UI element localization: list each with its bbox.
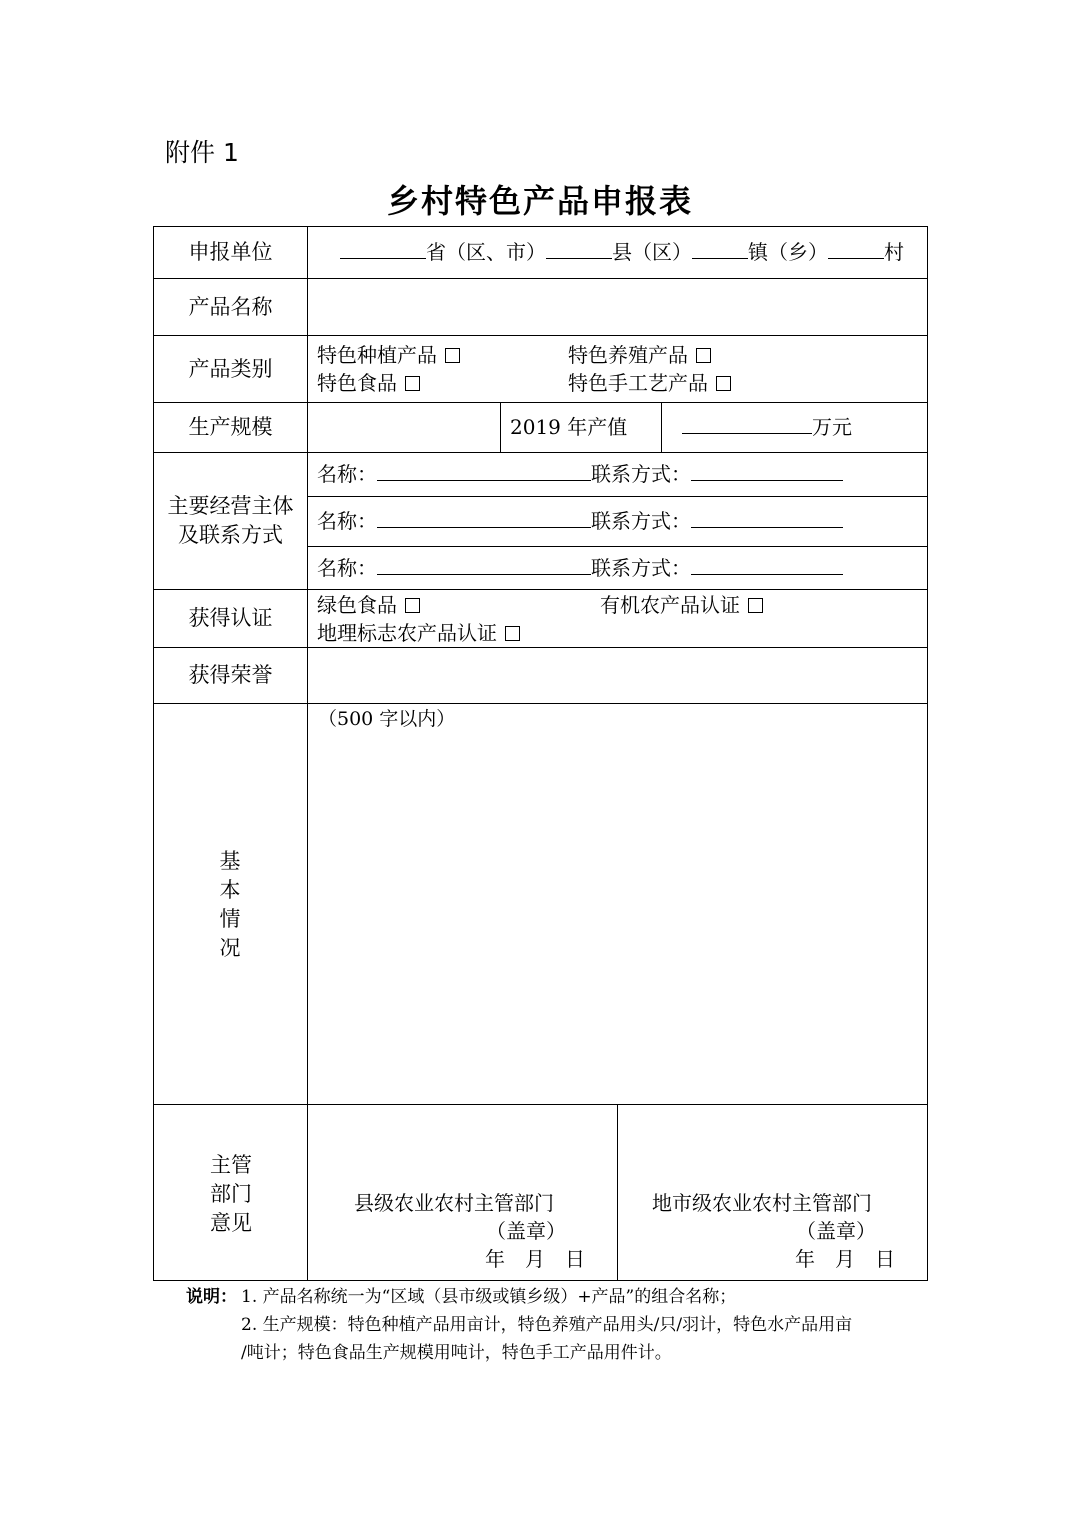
operator-contact-blank[interactable] (691, 460, 843, 481)
operator-name-blank[interactable] (377, 507, 591, 528)
operator-name-blank[interactable] (377, 460, 591, 481)
checkbox[interactable] (716, 376, 731, 391)
product-name-field[interactable] (308, 279, 927, 335)
note-item-2: 2. 生产规模：特色种植产品用亩计，特色养殖产品用头/只/羽计，特色水产品用亩 (241, 1315, 853, 1335)
county-blank[interactable] (546, 238, 612, 259)
note-item-1: 1. 产品名称统一为“区域（县市级或镇乡级）+产品”的组合名称； (241, 1287, 737, 1307)
operator-row-3: 名称： 联系方式： (317, 554, 843, 582)
city-dept-label: 地市级农业农村主管部门 (652, 1191, 872, 1215)
category-label: 产品类别 (188, 356, 273, 381)
category-option-planting[interactable]: 特色种植产品 (317, 341, 460, 369)
scale-field[interactable] (308, 403, 500, 452)
certification-label: 获得认证 (188, 606, 273, 630)
operators-label: 主要经营主体 及联系方式 (167, 494, 294, 547)
checkbox[interactable] (748, 598, 763, 613)
village-label: 村 (884, 240, 904, 264)
checkbox[interactable] (405, 376, 420, 391)
town-label: 镇（乡） (748, 240, 828, 264)
authority-label: 主管 部门 意见 (210, 1153, 252, 1235)
city-seal-label: （盖章） (796, 1219, 876, 1243)
cert-option-green-food[interactable]: 绿色食品 (317, 591, 420, 619)
basic-info-hint: （500 字以内） (318, 708, 456, 730)
checkbox[interactable] (405, 598, 420, 613)
output-value-field (682, 413, 852, 441)
form-title: 乡村特色产品申报表 (386, 182, 693, 220)
city-date-label: 年 月 日 (795, 1247, 895, 1271)
checkbox[interactable] (505, 626, 520, 641)
county-date-label: 年 月 日 (485, 1247, 585, 1271)
category-option-handicraft[interactable]: 特色手工艺产品 (568, 369, 731, 397)
category-option-food[interactable]: 特色食品 (317, 369, 420, 397)
operator-row-1: 名称： 联系方式： (317, 460, 843, 488)
unit-address-fields (340, 238, 904, 266)
basic-info-label: 基 本 情 况 (219, 849, 241, 960)
checkbox[interactable] (696, 348, 711, 363)
county-dept-label: 县级农业农村主管部门 (354, 1191, 554, 1215)
cert-option-geo-indication[interactable]: 地理标志农产品认证 (317, 619, 520, 647)
province-blank[interactable] (340, 238, 426, 259)
honors-field[interactable] (308, 648, 927, 703)
checkbox[interactable] (445, 348, 460, 363)
operator-contact-blank[interactable] (691, 507, 843, 528)
output-unit: 万元 (812, 415, 852, 439)
honors-label: 获得荣誉 (188, 663, 273, 687)
operator-contact-blank[interactable] (691, 554, 843, 575)
note-item-2-cont: /吨计；特色食品生产规模用吨计，特色手工产品用件计。 (241, 1343, 672, 1363)
attachment-label: 附件 1 (165, 138, 239, 167)
output-value-blank[interactable] (682, 413, 812, 434)
category-option-breeding[interactable]: 特色养殖产品 (568, 341, 711, 369)
output-value-label: 2019 年产值 (510, 415, 628, 439)
unit-label: 申报单位 (188, 240, 273, 264)
basic-info-field[interactable] (308, 735, 927, 1103)
cert-option-organic[interactable]: 有机农产品认证 (600, 591, 763, 619)
scale-label: 生产规模 (188, 415, 273, 439)
province-label: 省（区、市） (426, 240, 546, 264)
county-seal-label: （盖章） (486, 1219, 566, 1243)
operator-name-blank[interactable] (377, 554, 591, 575)
town-blank[interactable] (692, 238, 748, 259)
county-label: 县（区） (612, 240, 692, 264)
village-blank[interactable] (828, 238, 884, 259)
product-name-label: 产品名称 (188, 294, 273, 319)
notes-label: 说明： (186, 1287, 237, 1307)
operator-row-2: 名称： 联系方式： (317, 507, 843, 535)
